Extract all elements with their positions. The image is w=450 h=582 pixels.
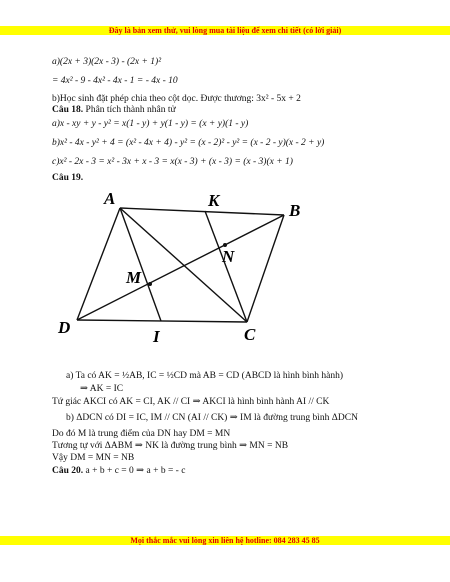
answer-line-l7: c)x² - 2x - 3 = x² - 3x + x - 3 = x(x - 3) + (x - 3) = (x - 3)(x + 1) xyxy=(52,157,293,167)
solution-line-s8 xyxy=(52,465,185,477)
question-number: Câu 18. xyxy=(52,105,84,115)
solution-line-s7: Vậy DM = MN = NB xyxy=(52,453,135,463)
label-B: B xyxy=(289,201,301,220)
answer-line-l2: = 4x² - 9 - 4x² - 4x - 1 = - 4x - 10 xyxy=(52,76,178,86)
question-text: a + b + c = 0 ⇒ a + b = - c xyxy=(83,466,186,476)
label-N: N xyxy=(222,247,235,266)
answer-line-l6: b)x² - 4x - y² + 4 = (x² - 4x + 4) - y² = (x - 2)² - y² = (x - 2 - y)(x - 2 + y) xyxy=(52,138,325,148)
solution-line-s2: ⇒ AK = IC xyxy=(80,384,124,394)
solution-line-s3: Tứ giác AKCI có AK = CI, AK // CI ⇒ AKCI là hình bình hành AI // CK xyxy=(52,397,330,407)
answer-line-l5: a)x - xy + y - y² = x(1 - y) + y(1 - y) = (x + y)(1 - y) xyxy=(52,119,249,129)
answer-line-l3: b)Học sinh đặt phép chia theo cột dọc. Được thương: 3x² - 5x + 2 xyxy=(52,94,301,104)
preview-banner: Đây là bản xem thử, vui lòng mua tài liệu để xem chi tiết (có lời giải) xyxy=(0,26,450,35)
question-number: Câu 19. xyxy=(52,173,84,183)
label-D: D xyxy=(58,318,71,337)
question-text: Phân tích thành nhân tử xyxy=(83,105,176,115)
solution-line-s1: a) Ta có AK = ½AB, IC = ½CD mà AB = CD (ABCD là hình bình hành) xyxy=(66,371,343,381)
solution-line-s6: Tương tự với ΔABM ⇒ NK là đường trung bình ⇒ MN = NB xyxy=(52,441,289,451)
label-I: I xyxy=(153,327,160,346)
segment-KC xyxy=(205,211,247,322)
edge-AB xyxy=(120,208,284,215)
label-K: K xyxy=(208,191,220,210)
answer-line-l1: a)(2x + 3)(2x - 3) - (2x + 1)² xyxy=(52,57,162,67)
question-number: Câu 20. xyxy=(52,466,84,476)
label-A: A xyxy=(104,189,116,208)
segment-AI xyxy=(120,208,161,321)
solution-line-s5: Do đó M là trung điểm của DN hay DM = MN xyxy=(52,429,231,439)
point-M xyxy=(148,282,152,286)
hotline-banner: Mọi thắc mắc vui lòng xin liên hệ hotline: 084 283 45 85 xyxy=(0,536,450,545)
label-C: C xyxy=(244,325,256,344)
solution-line-s4: b) ΔDCN có DI = IC, IM // CN (AI // CK) ⇒ IM là đường trung bình ΔDCN xyxy=(66,413,358,423)
label-M: M xyxy=(126,268,142,287)
edge-CD xyxy=(77,320,247,322)
edge-DA xyxy=(77,208,120,320)
